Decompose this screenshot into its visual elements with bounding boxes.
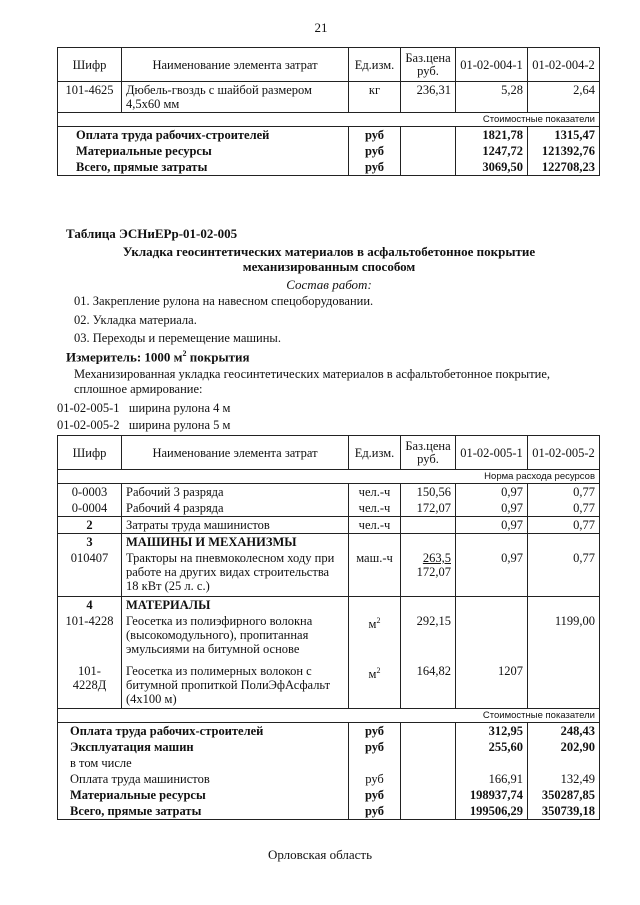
total-value: 248,43 — [528, 723, 600, 740]
code-cell: 101-4625 — [58, 82, 122, 113]
variant-text: ширина рулона 4 м — [128, 401, 231, 415]
section-number: 4 — [58, 596, 122, 613]
total-value: 122708,23 — [528, 159, 600, 176]
total-name: Всего, прямые затраты — [58, 803, 349, 820]
price-value-2: 172,07 — [416, 565, 451, 579]
header-cell: 01-02-005-1 — [456, 436, 528, 470]
header-cell: Ед.изм. — [349, 436, 401, 470]
value-cell: 5,28 — [456, 82, 528, 113]
header-cell: 01-02-004-1 — [456, 48, 528, 82]
composition-title: Состав работ: — [286, 277, 372, 292]
code-cell: 010407 — [58, 550, 122, 596]
table-row — [58, 484, 600, 501]
value-cell: 0,77 — [528, 550, 600, 596]
work-item: 02. Укладка материала. — [74, 313, 197, 327]
norm-label-row — [58, 470, 600, 484]
header-cell: 01-02-005-2 — [528, 436, 600, 470]
table-id: Таблица ЭСНиЕРр-01-02-005 — [66, 226, 238, 241]
total-unit: руб — [349, 803, 401, 820]
name-cell: Геосетка из полимерных волокон с битумной пропиткой ПолиЭфАсфальт (4х100 м) — [122, 663, 349, 709]
total-value: 312,95 — [456, 723, 528, 740]
total-name: в том числе — [58, 755, 349, 771]
code-cell: 101-4228Д — [58, 663, 122, 709]
name-cell: Дюбель-гвоздь с шайбой размером 4,5х60 мм — [122, 82, 349, 113]
total-value: 1315,47 — [528, 127, 600, 144]
unit-sup: 2 — [376, 665, 381, 675]
total-unit: руб — [349, 127, 401, 144]
measure-sup: 2 — [182, 349, 187, 358]
unit-sup: 2 — [376, 615, 381, 625]
total-row — [58, 755, 600, 771]
table-header — [58, 436, 600, 470]
price-cell — [401, 550, 456, 596]
price-cell: 164,82 — [401, 663, 456, 709]
price-value: 263,5 — [422, 551, 451, 565]
cost-label: Стоимостные показатели — [456, 113, 600, 127]
cost-label-row — [58, 709, 600, 723]
total-value: 132,49 — [528, 771, 600, 787]
header-cell: Ед.изм. — [349, 48, 401, 82]
price-cell: 292,15 — [401, 613, 456, 663]
value-cell: 1207 — [456, 663, 528, 709]
total-row — [58, 159, 600, 176]
total-value: 199506,29 — [456, 803, 528, 820]
total-name: Всего, прямые затраты — [58, 159, 349, 176]
total-name: Оплата труда машинистов — [58, 771, 349, 787]
unit-cell — [349, 613, 401, 663]
total-value: 350287,85 — [528, 787, 600, 803]
unit-cell: кг — [349, 82, 401, 113]
table-row — [58, 613, 600, 663]
section-heading: МАШИНЫ И МЕХАНИЗМЫ — [122, 534, 349, 551]
name-cell: Затраты труда машинистов — [122, 517, 349, 534]
total-unit: руб — [349, 739, 401, 755]
total-value: 198937,74 — [456, 787, 528, 803]
total-name: Оплата труда рабочих-строителей — [58, 723, 349, 740]
total-row — [58, 143, 600, 159]
header-cell: Баз.цена руб. — [401, 436, 456, 470]
variant-code: 01-02-005-1 — [57, 401, 120, 415]
name-cell: Рабочий 3 разряда — [122, 484, 349, 501]
price-cell: 172,07 — [401, 500, 456, 517]
code-cell: 0-0004 — [58, 500, 122, 517]
unit-cell: чел.-ч — [349, 500, 401, 517]
total-row — [58, 127, 600, 144]
value-cell: 0,97 — [456, 517, 528, 534]
value-cell: 0,97 — [456, 500, 528, 517]
section-number: 3 — [58, 534, 122, 551]
total-unit: руб — [349, 771, 401, 787]
value-cell: 0,77 — [528, 517, 600, 534]
table-1 — [57, 47, 600, 176]
name-cell: Тракторы на пневмоколесном ходу при работе на других видах строительства 18 кВт (25 л. с.) — [122, 550, 349, 596]
total-row — [58, 723, 600, 740]
page-number: 21 — [314, 20, 328, 35]
total-value: 1247,72 — [456, 143, 528, 159]
total-row — [58, 787, 600, 803]
table-row — [58, 517, 600, 534]
table-header — [58, 48, 600, 82]
variant-1 — [57, 401, 230, 416]
section-title: Укладка геосинтетических материалов в асфальтобетонное покрытие механизированным способом — [122, 244, 536, 274]
price-cell: 236,31 — [401, 82, 456, 113]
total-row — [58, 771, 600, 787]
code-cell: 101-4228 — [58, 613, 122, 663]
total-unit: руб — [349, 143, 401, 159]
header-cell: Шифр — [58, 436, 122, 470]
table-row — [58, 663, 600, 709]
unit-cell: чел.-ч — [349, 517, 401, 534]
variant-2 — [57, 418, 230, 433]
table-row — [58, 550, 600, 596]
total-row — [58, 803, 600, 820]
total-value: 350739,18 — [528, 803, 600, 820]
header-cell: 01-02-004-2 — [528, 48, 600, 82]
header-cell: Наименование элемента затрат — [122, 48, 349, 82]
section-row — [58, 596, 600, 613]
value-cell: 0,77 — [528, 500, 600, 517]
measure — [66, 349, 250, 365]
unit-cell — [349, 663, 401, 709]
section-row — [58, 534, 600, 551]
measure-prefix: Измеритель: 1000 м — [66, 349, 183, 365]
measure-suffix: покрытия — [186, 349, 250, 365]
total-name: Эксплуатация машин — [58, 739, 349, 755]
total-value: 166,91 — [456, 771, 528, 787]
total-value: 1821,78 — [456, 127, 528, 144]
total-value: 202,90 — [528, 739, 600, 755]
unit-text: м — [368, 616, 377, 631]
header-cell: Баз.цена руб. — [401, 48, 456, 82]
footer-region: Орловская область — [267, 847, 373, 862]
variant-code: 01-02-005-2 — [57, 418, 120, 432]
name-cell: Рабочий 4 разряда — [122, 500, 349, 517]
total-name: Материальные ресурсы — [58, 143, 349, 159]
value-cell: 2,64 — [528, 82, 600, 113]
table-row — [58, 82, 600, 113]
total-unit: руб — [349, 787, 401, 803]
header-cell: Наименование элемента затрат — [122, 436, 349, 470]
header-cell: Шифр — [58, 48, 122, 82]
work-item: 01. Закрепление рулона на навесном спецоборудовании. — [74, 294, 374, 308]
total-name: Оплата труда рабочих-строителей — [58, 127, 349, 144]
code-cell: 0-0003 — [58, 484, 122, 501]
value-cell: 0,97 — [456, 550, 528, 596]
table-2 — [57, 435, 600, 820]
total-value: 121392,76 — [528, 143, 600, 159]
price-cell: 150,56 — [401, 484, 456, 501]
total-name: Материальные ресурсы — [58, 787, 349, 803]
cost-label-row — [58, 113, 600, 127]
table-row — [58, 500, 600, 517]
total-value: 255,60 — [456, 739, 528, 755]
name-cell: Геосетка из полиэфирного волокна (высокомодульного), пропитанная эмульсиями на битумной основе — [122, 613, 349, 663]
total-row — [58, 739, 600, 755]
value-cell: 1199,00 — [528, 613, 600, 663]
norm-label: Норма расхода ресурсов — [456, 470, 600, 484]
total-unit: руб — [349, 723, 401, 740]
unit-cell: чел.-ч — [349, 484, 401, 501]
section-heading: МАТЕРИАЛЫ — [122, 596, 349, 613]
total-unit: руб — [349, 159, 401, 176]
total-value: 3069,50 — [456, 159, 528, 176]
description: Механизированная укладка геосинтетических материалов в асфальтобетонное покрытие, сплошное армирование: — [74, 367, 551, 396]
variant-text: ширина рулона 5 м — [128, 418, 231, 432]
unit-cell: маш.-ч — [349, 550, 401, 596]
code-cell: 2 — [58, 517, 122, 534]
value-cell: 0,77 — [528, 484, 600, 501]
unit-text: м — [368, 666, 377, 681]
cost-label: Стоимостные показатели — [456, 709, 600, 723]
work-item: 03. Переходы и перемещение машины. — [74, 331, 281, 345]
value-cell: 0,97 — [456, 484, 528, 501]
